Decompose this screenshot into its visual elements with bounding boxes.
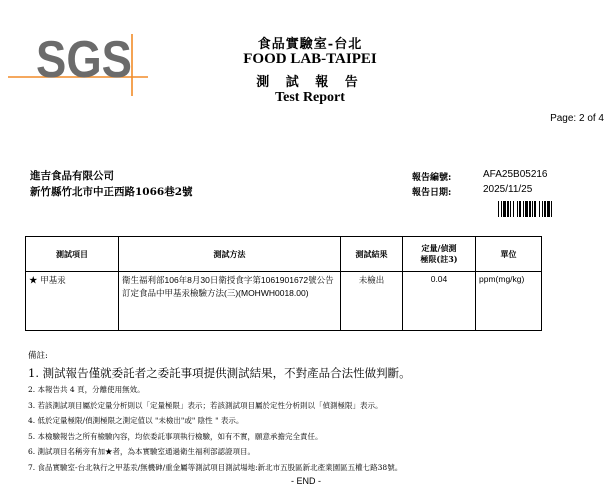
barcode-bar bbox=[542, 201, 543, 217]
page-number: Page: 2 of 4 bbox=[550, 113, 604, 124]
header-test-item: 測試項目 bbox=[26, 237, 119, 272]
note-item: 3. 若該測試項目屬於定量分析則以「定量極限」表示；若該測試項目屬於定性分析則以「偵測極限」表示。 bbox=[28, 400, 383, 410]
barcode-bar bbox=[517, 201, 518, 217]
barcode-bar bbox=[525, 201, 528, 217]
note-item: 1. 測試報告僅就委託者之委託事項提供測試結果，不對產品合法性做判斷。 bbox=[28, 366, 411, 380]
note-item: 6. 測試項目名稱旁有加★者，為本實驗室通過衛生福利部認證項目。 bbox=[28, 447, 256, 456]
barcode-bar bbox=[534, 201, 536, 217]
sgs-logo-text: SGS bbox=[36, 31, 132, 89]
note-item: 7. 食品實驗室-台北執行之甲基汞/無機砷/重金屬等測試項目測試場地:新北市五股區新北產業園區五權七路38號。 bbox=[28, 462, 403, 472]
barcode-bar bbox=[551, 201, 552, 217]
barcode-bar bbox=[498, 201, 499, 217]
report-no-label: 報告編號: bbox=[412, 173, 452, 183]
header-test-result: 測試結果 bbox=[341, 237, 403, 272]
header-unit: 單位 bbox=[476, 237, 542, 272]
note-item: 2. 本報告共 4 頁，分離使用無效。 bbox=[28, 385, 145, 394]
report-title-cn: 測 試 報 告 bbox=[256, 75, 364, 90]
end-marker: - END - bbox=[291, 476, 321, 486]
cell-item: ★ 甲基汞 bbox=[26, 272, 119, 331]
client-name: 進吉食品有限公司 bbox=[30, 170, 114, 182]
barcode-bar bbox=[523, 201, 524, 217]
barcode-bar bbox=[539, 201, 540, 217]
report-title-en: Test Report bbox=[275, 90, 345, 105]
cell-method: 衛生福利部106年8月30日衛授食字第1061901672號公告訂定食品中甲基汞檢驗方法(三)(MOHWH0018.00) bbox=[119, 272, 341, 331]
cell-result: 未檢出 bbox=[341, 272, 403, 331]
note-item: 5. 本檢驗報告之所有檢驗內容，均依委託事項執行檢驗，如有不實，願意承擔完全責任。 bbox=[28, 431, 323, 441]
header-test-method: 測試方法 bbox=[119, 237, 341, 272]
barcode-bar bbox=[519, 201, 521, 217]
barcode-bar bbox=[529, 201, 531, 217]
results-table bbox=[25, 236, 542, 331]
barcode bbox=[498, 201, 588, 217]
report-date-value: 2025/11/25 bbox=[483, 184, 533, 195]
lab-name-cn: 食品實驗室-台北 bbox=[257, 37, 363, 52]
report-no-value: AFA25B05216 bbox=[483, 169, 548, 180]
barcode-bar bbox=[501, 201, 502, 217]
header-limit: 定量/偵測 極限(註3) bbox=[403, 237, 476, 272]
sgs-logo bbox=[8, 28, 158, 98]
barcode-bar bbox=[532, 201, 533, 217]
barcode-bar bbox=[510, 201, 511, 217]
cell-limit: 0.04 bbox=[403, 272, 476, 331]
report-date-label: 報告日期: bbox=[412, 188, 452, 198]
barcode-bar bbox=[513, 201, 514, 217]
notes-title: 備註: bbox=[28, 351, 48, 361]
lab-name-en: FOOD LAB-TAIPEI bbox=[243, 51, 377, 67]
table-header-row bbox=[26, 237, 542, 272]
note-item: 4. 低於定量極限/偵測極限之測定值以 "未檢出"或" 陰性 " 表示。 bbox=[28, 416, 244, 425]
barcode-bar bbox=[503, 201, 506, 217]
notes-list bbox=[28, 364, 608, 475]
table-row bbox=[26, 272, 542, 331]
cell-unit: ppm(mg/kg) bbox=[476, 272, 542, 331]
barcode-bar bbox=[507, 201, 509, 217]
barcode-bar bbox=[547, 201, 550, 217]
barcode-bar bbox=[544, 201, 546, 217]
client-address: 新竹縣竹北市中正西路1066巷2號 bbox=[30, 186, 193, 198]
